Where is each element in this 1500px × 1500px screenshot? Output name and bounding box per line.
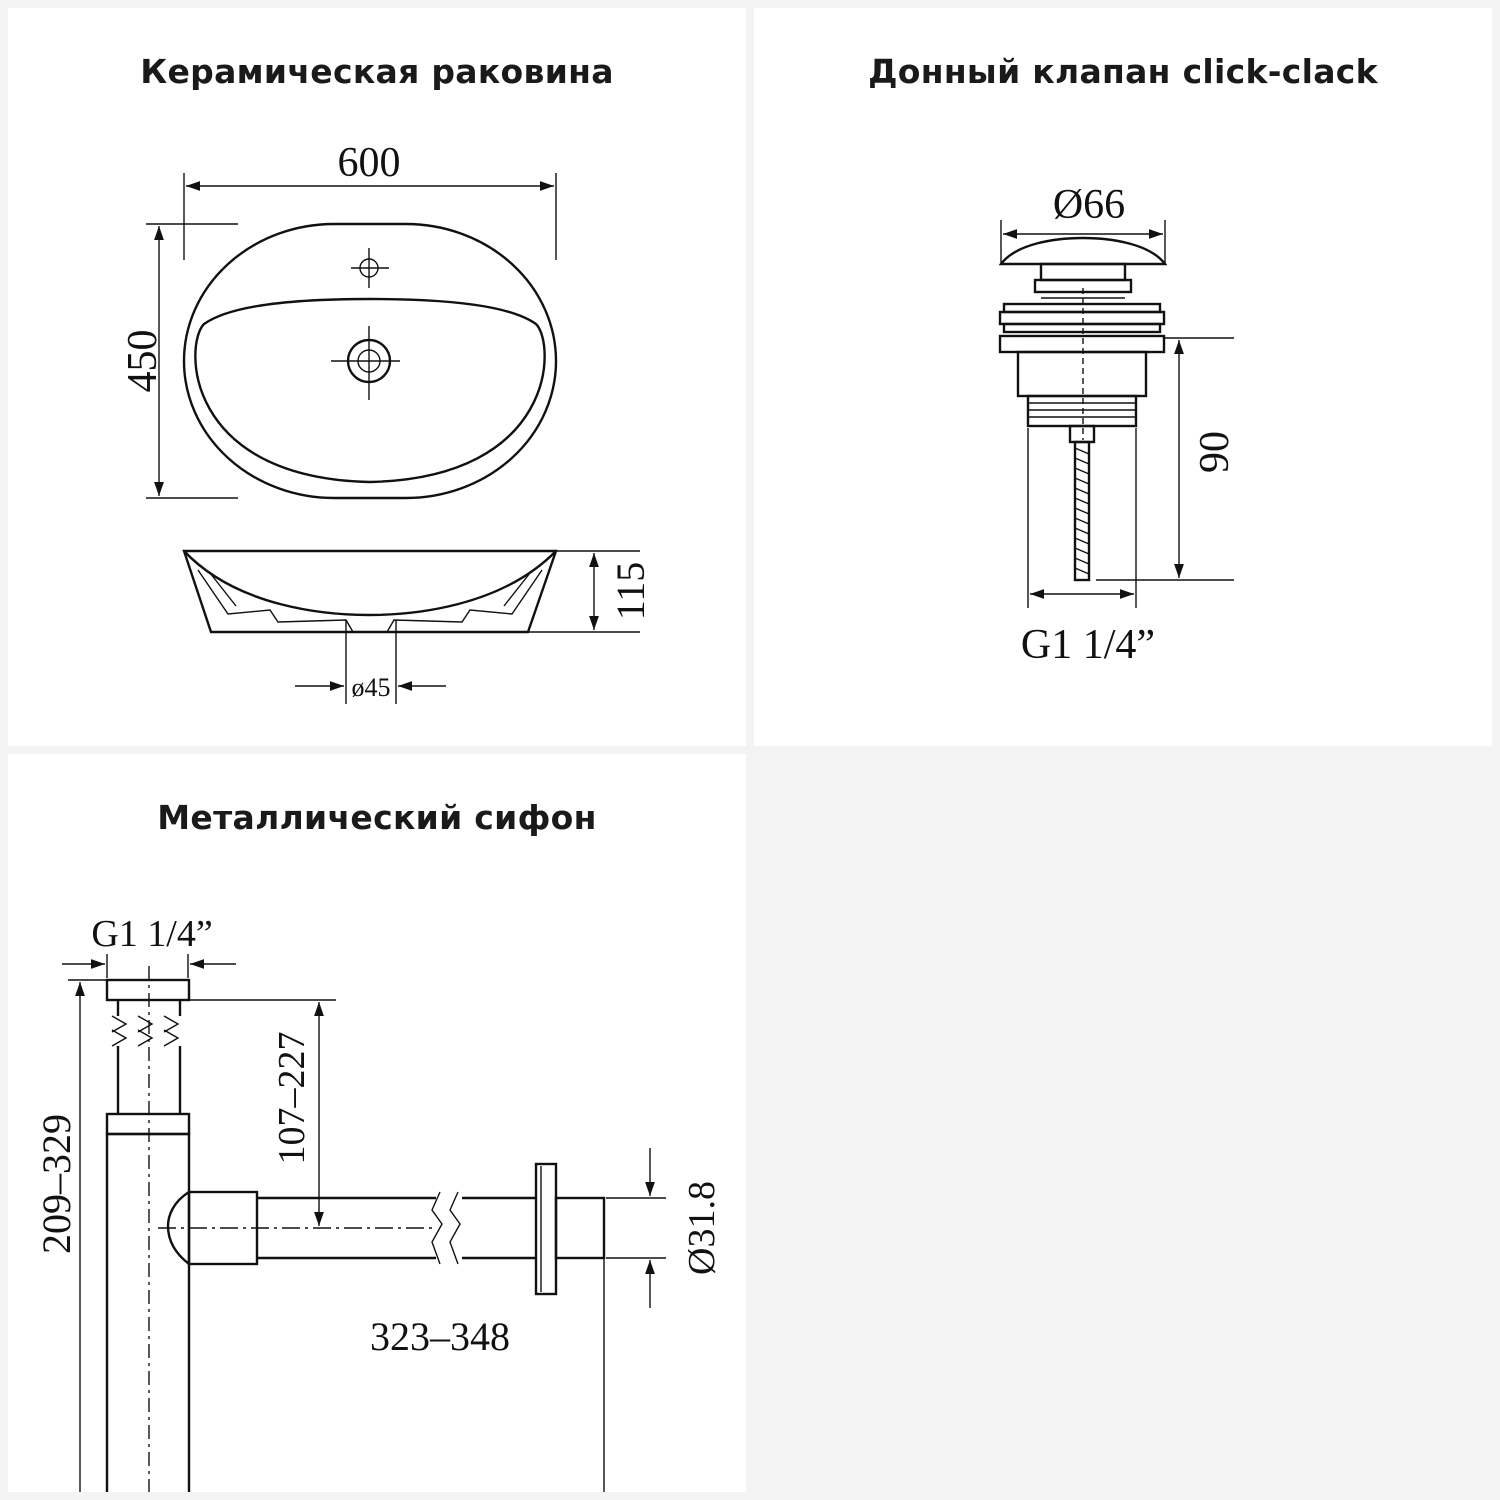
valve-cap [1001, 238, 1165, 264]
siphon-thread-label: G1 1/4” [91, 913, 213, 955]
siphon-title: Металлический сифон [157, 798, 597, 837]
sink-width-label: 600 [337, 140, 401, 186]
siphon-body-nut [107, 1114, 189, 1134]
valve-panel [754, 8, 1492, 746]
sink-side-view [184, 551, 556, 632]
sink-drain-label: ø45 [351, 673, 391, 702]
siphon-break-bottom [112, 1030, 178, 1046]
valve-height-label: 90 [1192, 431, 1238, 473]
valve-drawing [754, 8, 1492, 746]
siphon-total-height-label: 209–329 [34, 1114, 79, 1254]
sink-height-label: 115 [608, 561, 653, 621]
siphon-panel [8, 754, 746, 1492]
sink-depth-label: 450 [120, 329, 166, 393]
sink-panel [8, 8, 746, 746]
valve-stem-upper [1041, 264, 1125, 280]
drain-hole-icon [331, 326, 400, 400]
siphon-top-nut [107, 980, 189, 1000]
siphon-wall-flange [536, 1164, 556, 1294]
sink-title: Керамическая раковина [140, 52, 614, 91]
siphon-outlet-diameter-label: Ø31.8 [681, 1181, 723, 1275]
siphon-outlet-end [556, 1198, 604, 1258]
empty-panel [754, 754, 1492, 1492]
valve-title: Донный клапан click-clack [868, 52, 1378, 91]
siphon-drawing [8, 754, 746, 1492]
valve-nut [1000, 336, 1164, 352]
faucet-hole-icon [351, 248, 389, 288]
siphon-length-label: 323–348 [370, 1314, 510, 1359]
valve-thread-label: G1 1/4” [1020, 622, 1156, 668]
siphon-break-top [112, 1016, 178, 1032]
valve-flange [1000, 312, 1164, 324]
valve-rod [1075, 442, 1089, 580]
sink-bowl-outline [195, 299, 544, 482]
valve-diameter-label: Ø66 [1052, 182, 1126, 228]
siphon-inlet-height-label: 107–227 [271, 1031, 313, 1165]
siphon-body [107, 1134, 189, 1492]
sink-drawing [8, 8, 746, 746]
valve-rod-top [1070, 426, 1094, 442]
valve-flange-top [1004, 304, 1160, 312]
valve-thread [1028, 396, 1136, 426]
valve-body [1018, 352, 1146, 396]
siphon-hpipe-break [432, 1192, 460, 1264]
valve-flange-mid [1004, 324, 1160, 332]
